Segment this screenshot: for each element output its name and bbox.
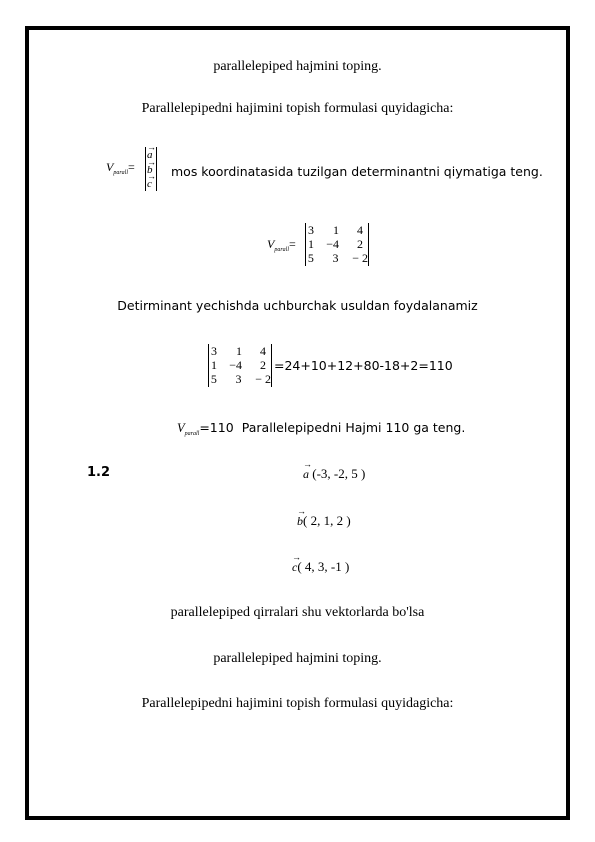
matrix-cell: −4: [326, 237, 339, 251]
matrix-cell: 1: [333, 223, 339, 237]
edges-text: parallelepiped qirralari shu vektorlarda bo'lsa: [170, 605, 425, 620]
vector-b-coords: ( 2, 1, 2 ): [303, 513, 351, 528]
vector-a-symbol: → a: [303, 467, 309, 482]
vector-a-coords: (-3, -2, 5 ): [312, 466, 366, 481]
vector-c-symbol: → c: [292, 560, 297, 575]
matrix-cell: 4: [357, 223, 363, 237]
vector-c-coords: ( 4, 3, -1 ): [297, 559, 350, 574]
equals-sign: =: [289, 237, 296, 251]
section-number: 1.2: [87, 465, 111, 480]
task-heading-repeat: parallelepiped hajmini toping.: [213, 651, 382, 666]
matrix-cell: 1: [308, 237, 314, 251]
volume-value: =110: [199, 420, 234, 435]
volume-result-line: [177, 420, 465, 437]
vector-a-line: [303, 466, 365, 482]
volume-expression: [267, 237, 296, 253]
matrix-cell: 1: [211, 358, 217, 372]
matrix-cell: 3: [332, 251, 339, 265]
volume-symbol: V: [267, 237, 275, 251]
volume-subscript: parall: [184, 431, 200, 437]
matrix-cell: 1: [236, 344, 242, 358]
task-heading: parallelepiped hajmini toping.: [213, 59, 382, 74]
matrix-cell: − 2: [352, 251, 369, 265]
matrix-determinant-computation: [208, 344, 272, 387]
vector-b-line: [297, 513, 351, 529]
vector-b-symbol: → b: [297, 514, 303, 529]
volume-symbol: V: [106, 160, 114, 174]
matrix-cell: 3: [211, 344, 217, 358]
formula-intro: Parallelepipedni hajimini topish formulasi quyidagicha:: [141, 101, 454, 116]
matrix-determinant: [305, 223, 369, 266]
matrix-cell: −4: [229, 358, 242, 372]
method-text: Detirminant yechishda uchburchak usuldan foydalanamiz: [117, 298, 478, 313]
conclusion-text: Parallelepipedni Hajmi 110 ga teng.: [241, 420, 466, 435]
determinant-result: =24+10+12+80-18+2=110: [274, 358, 453, 373]
matrix-cell: 5: [210, 372, 217, 386]
matrix-cell: 2: [260, 358, 266, 372]
matrix-cell: − 2: [255, 372, 272, 386]
vector-c-symbol: → c: [147, 176, 152, 190]
volume-subscript: parall: [113, 170, 129, 176]
matrix-cell: 4: [260, 344, 266, 358]
vector-determinant: [145, 147, 157, 191]
formula-intro-repeat: Parallelepipedni hajimini topish formulasi quyidagicha:: [141, 696, 454, 711]
matrix-cell: 2: [357, 237, 363, 251]
vector-b-symbol: → b: [147, 162, 153, 176]
volume-subscript: parall: [274, 247, 290, 253]
volume-formula: [106, 160, 135, 176]
vector-a-symbol: → a: [147, 147, 153, 162]
matrix-cell: 3: [308, 223, 314, 237]
vector-c-line: [292, 559, 349, 575]
matrix-cell: 3: [235, 372, 242, 386]
formula-note: mos koordinatasida tuzilgan determinantni qiymatiga teng.: [171, 164, 543, 179]
equals-sign: =: [128, 160, 135, 174]
volume-symbol: V: [177, 421, 185, 435]
matrix-cell: 5: [307, 251, 314, 265]
